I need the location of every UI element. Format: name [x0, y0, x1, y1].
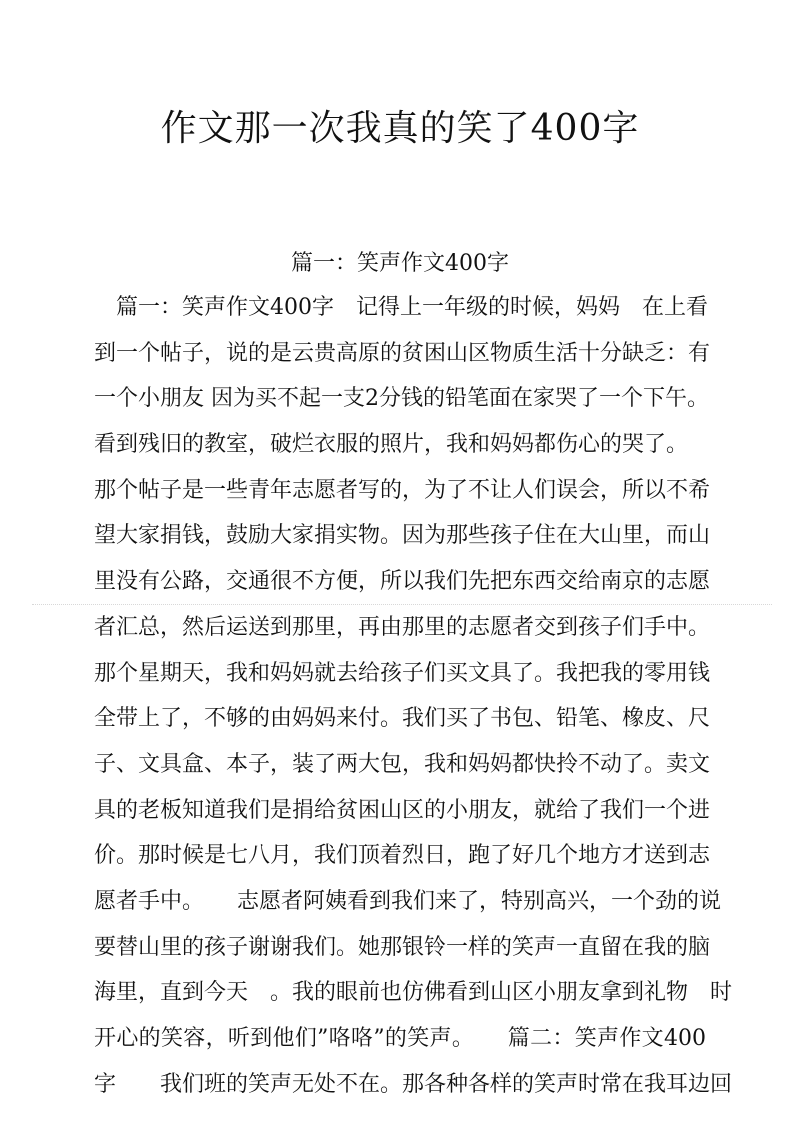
body-line: 到一个帖子，说的是云贵高原的贫困山区物质生活十分缺乏：有 [94, 340, 711, 366]
body-line: 者汇总，然后运送到那里，再由那里的志愿者交到孩子们手中。 [94, 614, 711, 640]
body-text [94, 285, 733, 1107]
body-line: 那个星期天，我和妈妈就去给孩子们买文具了。我把我的零用钱 [94, 660, 711, 686]
body-line: 要替山里的孩子谢谢我们。她那银铃一样的笑声一直留在我的脑 [94, 934, 711, 960]
document-title: 作文那一次我真的笑了400字 [160, 108, 640, 149]
body-line: 篇一：笑声作文400字 记得上一年级的时候，妈妈 在上看 [94, 295, 708, 320]
body-line: 一个小朋友 因为买不起一支2分钱的铅笔面在家哭了一个下午。 [94, 386, 709, 412]
body-line: 望大家捐钱，鼓励大家捐实物。因为那些孩子住在大山里，而山 [94, 523, 711, 549]
body-line: 子、文具盒、本子，装了两大包，我和妈妈都快拎不动了。卖文 [94, 751, 711, 777]
body-line: 价。那时候是七八月，我们顶着烈日，跑了好几个地方才送到志 [94, 843, 711, 869]
body-line: 开心的笑容，听到他们”咯咯”的笑声。 篇二：笑声作文400 [94, 1026, 706, 1051]
body-line: 愿者手中。 志愿者阿姨看到我们来了，特别高兴，一个劲的说 [94, 888, 722, 914]
body-line: 那个帖子是一些青年志愿者写的，为了不让人们误会，所以不希 [94, 477, 711, 503]
body-line: 看到残旧的教室，破烂衣服的照片，我和妈妈都伤心的哭了。 [94, 432, 689, 458]
body-line: 字 我们班的笑声无处不在。那各种各样的笑声时常在我耳边回 [94, 1071, 733, 1097]
body-line: 里没有公路，交通很不方便，所以我们先把东西交给南京的志愿 [94, 569, 711, 595]
body-line: 全带上了，不够的由妈妈来付。我们买了书包、铅笔、橡皮、尺 [94, 706, 711, 732]
body-line: 具的老板知道我们是捐给贫困山区的小朋友，就给了我们一个进 [94, 797, 711, 823]
body-line: 海里，直到今天 。我的眼前也仿佛看到山区小朋友拿到礼物 时 [94, 980, 733, 1006]
section-heading: 篇一：笑声作文400字 [291, 251, 509, 276]
